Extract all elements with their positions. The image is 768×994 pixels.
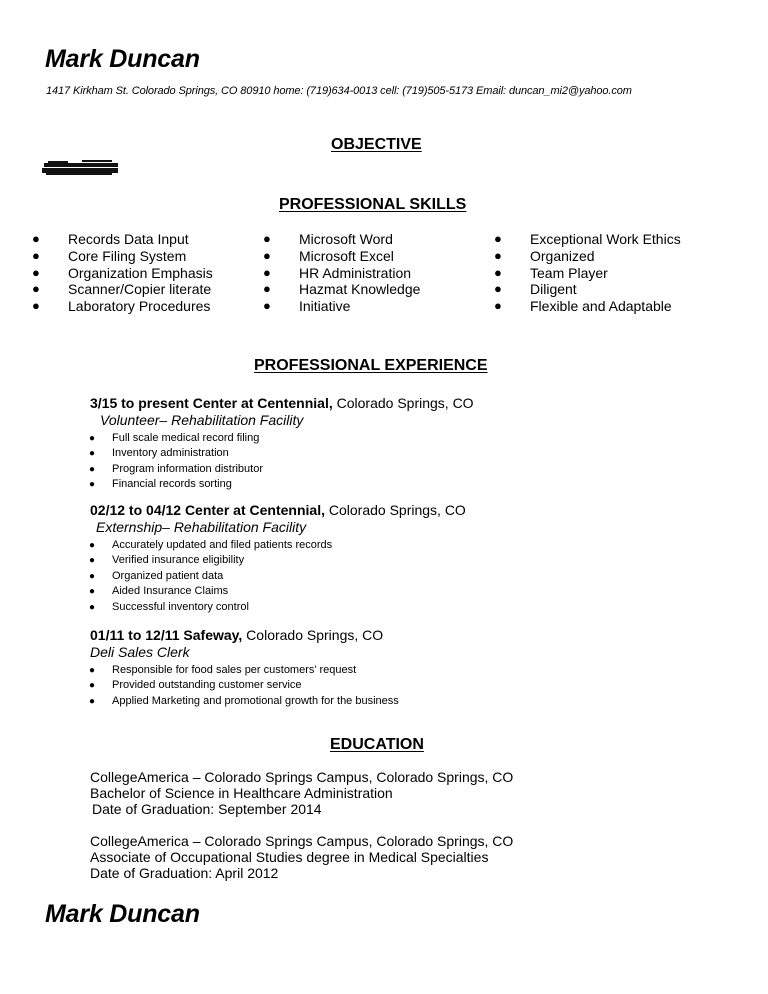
job-duty: ● Full scale medical record filing [89, 432, 260, 444]
job-entry [90, 627, 399, 709]
education-graduation-date: Date of Graduation: April 2012 [90, 865, 279, 881]
education-degree: Associate of Occupational Studies degree in Medical Specialties [90, 849, 489, 865]
skill-item: ● Organized [494, 247, 595, 264]
job-heading: 02/12 to 04/12 Center at Centennial, Colorado Springs, CO [90, 502, 466, 518]
footer-name: Mark Duncan [45, 900, 200, 928]
skill-item: ● Laboratory Procedures [32, 298, 211, 315]
job-role: Volunteer– Rehabilitation Facility [100, 412, 304, 428]
skill-item: ● Organization Emphasis [32, 264, 213, 281]
candidate-name: Mark Duncan [45, 45, 200, 73]
skill-item: ● Hazmat Knowledge [263, 281, 421, 298]
skill-item: ● Diligent [494, 281, 577, 298]
skills-column-3 [494, 231, 681, 315]
education-entry [90, 769, 513, 817]
job-duty: ● Aided Insurance Claims [89, 585, 229, 598]
job-entry [90, 502, 466, 615]
skill-item: ● Flexible and Adaptable [494, 298, 672, 315]
job-duty: ● Accurately updated and filed patients records [89, 539, 333, 551]
skills-column-1 [32, 231, 213, 315]
education-degree: Bachelor of Science in Healthcare Administration [90, 785, 393, 801]
education-graduation-date: Date of Graduation: September 2014 [92, 801, 322, 817]
education-entry [90, 833, 513, 881]
job-role: Deli Sales Clerk [90, 644, 190, 660]
redacted-objective-mark [42, 160, 120, 177]
job-role: Externship– Rehabilitation Facility [96, 519, 307, 535]
skill-item: ● Scanner/Copier literate [32, 281, 212, 298]
skill-item: ● Records Data Input [32, 231, 189, 247]
job-duty: ● Provided outstanding customer service [89, 679, 302, 692]
education-school: CollegeAmerica – Colorado Springs Campus, Colorado Springs, CO [90, 769, 514, 785]
skill-item: ● Exceptional Work Ethics [494, 231, 681, 247]
skills-heading: PROFESSIONAL SKILLS [279, 196, 467, 213]
job-duty: ● Applied Marketing and promotional growth for the business [89, 694, 399, 707]
skill-item: ● Initiative [263, 298, 351, 315]
objective-heading: OBJECTIVE [331, 136, 422, 153]
job-heading: 3/15 to present Center at Centennial, Colorado Springs, CO [90, 395, 474, 411]
job-heading: 01/11 to 12/11 Safeway, Colorado Springs, CO [90, 627, 384, 643]
experience-heading: PROFESSIONAL EXPERIENCE [254, 357, 488, 374]
job-duty: ● Successful inventory control [89, 600, 249, 613]
education-heading: EDUCATION [330, 736, 424, 753]
skill-item: ● Microsoft Excel [263, 247, 394, 264]
job-duty: ● Inventory administration [89, 447, 229, 460]
skill-item: ● Microsoft Word [263, 231, 393, 247]
contact-line: 1417 Kirkham St. Colorado Springs, CO 80910 home: (719)634-0013 cell: (719)505-5173 Email: duncan_mi2@yahoo.com [46, 85, 632, 97]
education-school: CollegeAmerica – Colorado Springs Campus, Colorado Springs, CO [90, 833, 514, 849]
job-duty: ● Program information distributor [89, 462, 264, 475]
job-duty: ● Responsible for food sales per customers’ request [89, 664, 357, 676]
skill-item: ● HR Administration [263, 264, 412, 281]
job-duty: ● Verified insurance eligibility [89, 554, 245, 567]
job-entry [90, 395, 474, 493]
job-duty: ● Financial records sorting [89, 478, 232, 491]
skill-item: ● Team Player [494, 264, 608, 281]
skill-item: ● Core Filing System [32, 247, 187, 264]
skills-column-2 [263, 231, 420, 315]
job-duty: ● Organized patient data [89, 569, 224, 582]
